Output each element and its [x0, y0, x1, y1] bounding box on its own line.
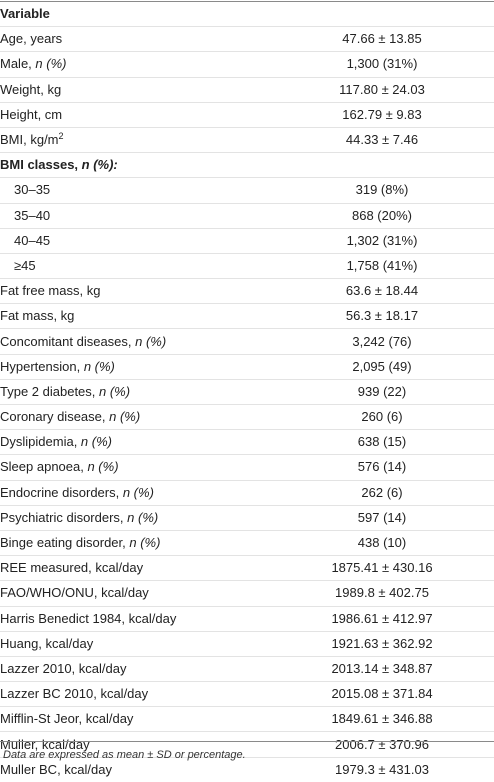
row-unit: n (%)	[127, 509, 159, 525]
row-value: 262 (6)	[270, 480, 494, 505]
row-label: ≥45	[0, 253, 270, 278]
row-value: 63.6 ± 18.44	[270, 279, 494, 304]
section-unit: n (%):	[81, 157, 118, 173]
row-label: Muller BC, kcal/day	[0, 761, 112, 777]
bottom-rule	[0, 741, 494, 742]
row-value: 1989.8 ± 402.75	[270, 581, 494, 606]
row-unit: n (%)	[109, 409, 141, 425]
row-value: 939 (22)	[270, 379, 494, 404]
table-row	[0, 480, 494, 505]
table-row	[0, 52, 494, 77]
table-row	[0, 405, 494, 430]
table-row	[0, 354, 494, 379]
row-label: Weight, kg	[0, 77, 270, 102]
table-row	[0, 530, 494, 555]
row-superscript: 2	[58, 131, 64, 142]
header-variable: Variable	[0, 2, 270, 27]
row-unit: n (%)	[135, 333, 167, 349]
row-value: 162.79 ± 9.83	[270, 102, 494, 127]
table-row	[0, 27, 494, 52]
section-header-row	[0, 153, 494, 178]
row-label: Psychiatric disorders, n (%)	[0, 505, 270, 530]
table-row	[0, 178, 494, 203]
row-value: 56.3 ± 18.17	[270, 304, 494, 329]
row-value: 2,095 (49)	[270, 354, 494, 379]
row-label: Harris Benedict 1984, kcal/day	[0, 606, 270, 631]
row-value: 2015.08 ± 371.84	[270, 682, 494, 707]
row-label: Concomitant diseases, n (%)	[0, 329, 270, 354]
row-label: Sleep apnoea, n (%)	[0, 455, 270, 480]
row-label: Coronary disease, n (%)	[0, 405, 270, 430]
row-label: Age, years	[0, 27, 270, 52]
table-row	[0, 253, 494, 278]
row-label: Type 2 diabetes, n (%)	[0, 379, 270, 404]
row-value: 3,242 (76)	[270, 329, 494, 354]
table-row	[0, 682, 494, 707]
table-row	[0, 77, 494, 102]
row-label: Fat mass, kg	[0, 304, 270, 329]
row-label: 40–45	[0, 228, 270, 253]
row-value: 260 (6)	[270, 405, 494, 430]
row-label: Male, n (%)	[0, 52, 270, 77]
row-label: Binge eating disorder, n (%)	[0, 530, 270, 555]
row-label: Huang, kcal/day	[0, 631, 270, 656]
table-row	[0, 606, 494, 631]
row-value: 1,758 (41%)	[270, 253, 494, 278]
row-value: 1875.41 ± 430.16	[270, 556, 494, 581]
row-label: 30–35	[0, 178, 270, 203]
row-label: REE measured, kcal/day	[0, 556, 270, 581]
table-footnote: Data are expressed as mean ± SD or percentage.	[3, 749, 246, 761]
table-row	[0, 102, 494, 127]
row-value: 319 (8%)	[270, 178, 494, 203]
row-label: Hypertension, n (%)	[0, 354, 270, 379]
row-value: 1921.63 ± 362.92	[270, 631, 494, 656]
section-label: BMI classes, n (%):	[0, 153, 270, 178]
row-label: FAO/WHO/ONU, kcal/day	[0, 581, 270, 606]
row-value: 1986.61 ± 412.97	[270, 606, 494, 631]
table-row	[0, 505, 494, 530]
row-unit: n (%)	[129, 535, 161, 551]
row-label: Height, cm	[0, 102, 270, 127]
row-value: 44.33 ± 7.46	[270, 127, 494, 152]
row-value: 2006.7 ± 370.96	[270, 732, 494, 757]
table-row	[0, 631, 494, 656]
row-label: Lazzer BC 2010, kcal/day	[0, 682, 270, 707]
table-row	[0, 228, 494, 253]
row-label: Endocrine disorders, n (%)	[0, 480, 270, 505]
row-value: 1979.3 ± 431.03	[335, 761, 429, 777]
table-row	[0, 329, 494, 354]
row-value: 438 (10)	[270, 530, 494, 555]
row-value: 638 (15)	[270, 430, 494, 455]
characteristics-table	[0, 2, 494, 782]
table-row	[0, 127, 494, 152]
row-value: 47.66 ± 13.85	[270, 27, 494, 52]
table-row	[0, 304, 494, 329]
row-label: Lazzer 2010, kcal/day	[0, 656, 270, 681]
row-value: 576 (14)	[270, 455, 494, 480]
table-row	[0, 656, 494, 681]
table-row	[0, 379, 494, 404]
row-value: 1,300 (31%)	[270, 52, 494, 77]
row-label: Mifflin-St Jeor, kcal/day	[0, 707, 270, 732]
row-unit: n (%)	[80, 434, 112, 450]
row-label: Muller, kcal/day	[0, 732, 270, 757]
row-value: 2013.14 ± 348.87	[270, 656, 494, 681]
row-value: 868 (20%)	[270, 203, 494, 228]
table-row	[0, 279, 494, 304]
table-row	[0, 430, 494, 455]
row-value: 1,302 (31%)	[270, 228, 494, 253]
row-value: 117.80 ± 24.03	[270, 77, 494, 102]
row-unit: n (%)	[122, 484, 154, 500]
row-label: Dyslipidemia, n (%)	[0, 430, 270, 455]
header-value	[270, 2, 494, 27]
row-label: BMI, $kg/m^2$	[0, 127, 270, 152]
table-header-row	[0, 2, 494, 27]
table-row	[0, 455, 494, 480]
row-unit: n (%)	[83, 358, 115, 374]
row-value: 1849.61 ± 346.88	[270, 707, 494, 732]
row-label: Fat free mass, kg	[0, 279, 270, 304]
row-value: 597 (14)	[270, 505, 494, 530]
table-row	[0, 581, 494, 606]
row-label: 35–40	[0, 203, 270, 228]
row-unit: n (%)	[35, 56, 67, 72]
table-row	[0, 707, 494, 732]
row-unit: n (%)	[87, 459, 119, 475]
table-row	[0, 556, 494, 581]
row-unit: n (%)	[99, 383, 131, 399]
table-row	[0, 203, 494, 228]
